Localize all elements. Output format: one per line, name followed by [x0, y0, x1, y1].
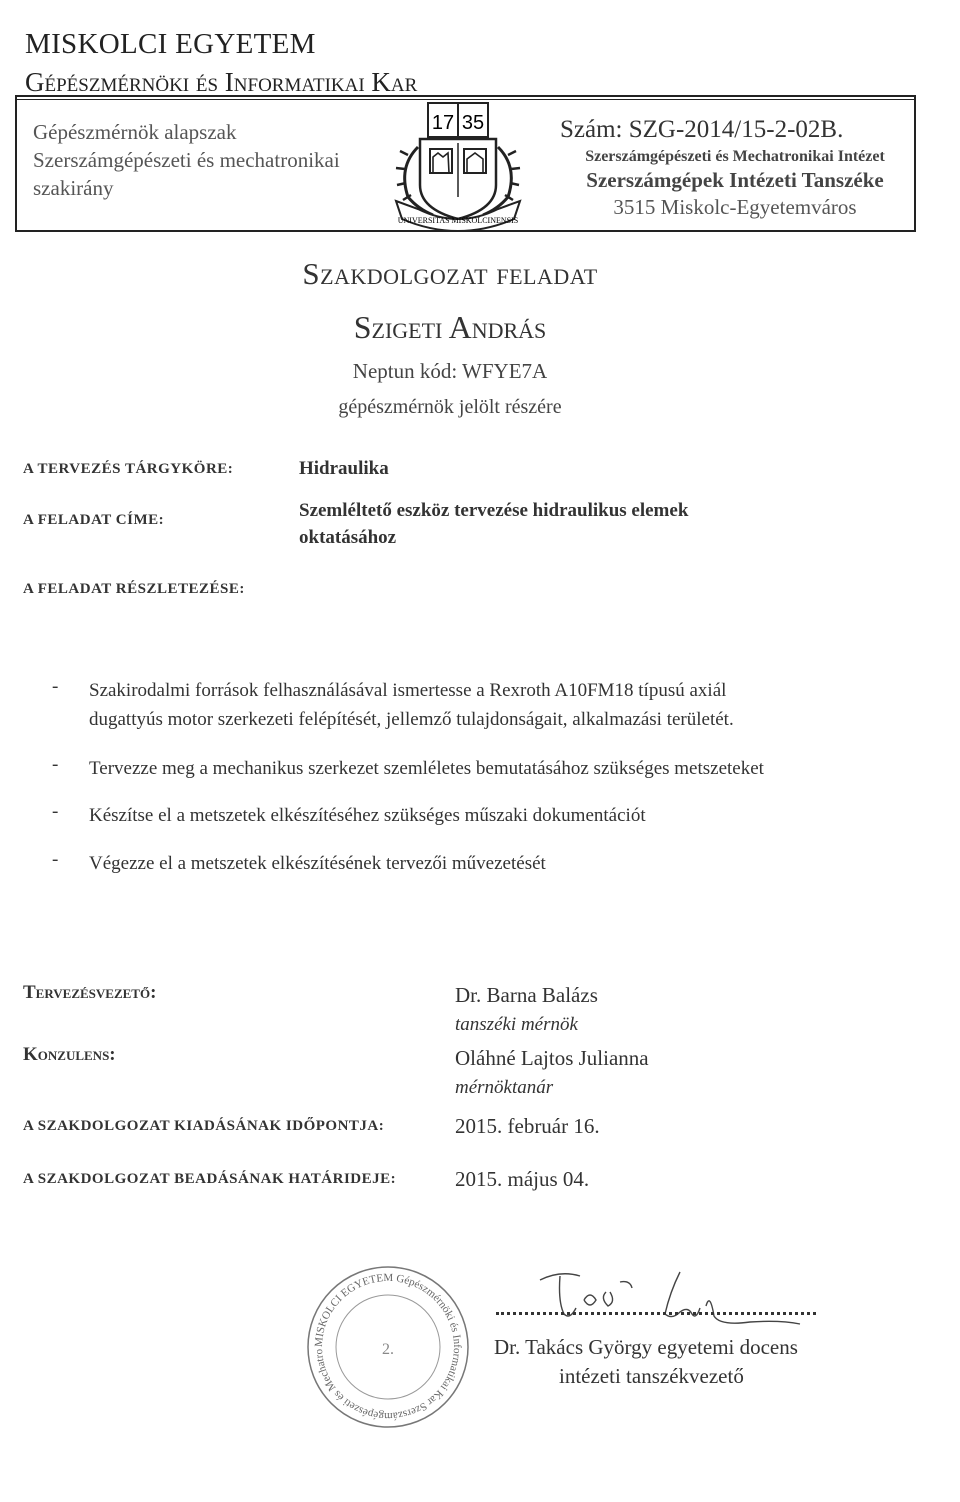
consultant-label: Konzulens: [23, 1044, 116, 1065]
university-crest-logo [378, 97, 538, 235]
official-stamp [303, 1262, 473, 1432]
task-dash: - [52, 801, 59, 822]
supervisor-title: tanszéki mérnök [455, 1014, 578, 1035]
university-name: MISKOLCI EGYETEM [25, 28, 316, 60]
stamp-ring-text: MISKOLCI EGYETEM Gépészmérnöki és Informatikai Kar Szerszámgépészeti és Mechatro [312, 1271, 464, 1423]
candidate-line: gépészmérnök jelölt részére [338, 396, 562, 418]
consultant-title: mérnöktanár [455, 1077, 554, 1098]
details-label: A FELADAT RÉSZLETEZÉSE: [23, 581, 245, 597]
signer-title: intézeti tanszékvezető [559, 1364, 744, 1388]
task-line: Készítse el a metszetek elkészítéséhez szükséges műszaki dokumentációt [89, 805, 646, 826]
stamp-center-number: 2. [382, 1341, 394, 1358]
task-title-value [299, 497, 688, 551]
task-title-line: oktatásához [299, 527, 397, 548]
crest-ribbon-text: UNIVERSITAS MISKOLCINENSIS [397, 216, 519, 225]
crest-year-left: 17 [431, 112, 455, 134]
handwritten-signature [520, 1262, 820, 1332]
issue-date-label: A SZAKDOLGOZAT KIADÁSÁNAK IDŐPONTJA: [23, 1118, 385, 1134]
signature-line [496, 1312, 816, 1315]
signer-name: Dr. Takács György egyetemi docens [494, 1335, 798, 1359]
task-line: Szakirodalmi források felhasználásával ismertesse a Rexroth A10FM18 típusú axiál [89, 680, 727, 701]
task-item [89, 754, 869, 783]
document-number: Szám: SZG-2014/15-2-02B. [560, 116, 844, 143]
deadline-label: A SZAKDOLGOZAT BEADÁSÁNAK HATÁRIDEJE: [23, 1171, 397, 1187]
program-line: Szerszámgépészeti és mechatronikai [33, 148, 340, 172]
institute-name: Szerszámgépészeti és Mechatronikai Intézet [585, 148, 885, 165]
document-heading: Szakdolgozat feladat [302, 256, 598, 291]
task-line: dugattyús motor szerkezeti felépítését, jellemző tulajdonságait, alkalmazási területét. [89, 709, 734, 730]
neptun-code: Neptun kód: WFYE7A [352, 359, 548, 383]
program-line: szakirány [33, 176, 114, 200]
department-info [560, 116, 910, 220]
program-line: Gépészmérnök alapszak [33, 120, 237, 144]
task-title-line: Szemléltető eszköz tervezése hidraulikus elemek [299, 500, 689, 521]
task-dash: - [52, 849, 59, 870]
crest-year-right: 35 [461, 112, 485, 134]
task-item [89, 801, 869, 830]
task-title-label: A FELADAT CÍME: [23, 512, 165, 528]
task-line: Tervezze meg a mechanikus szerkezet szemléletes bemutatásához szükséges metszeteket [89, 758, 764, 779]
task-item [89, 849, 869, 878]
student-name: Szigeti András [353, 309, 547, 345]
department-address: 3515 Miskolc-Egyetemváros [613, 195, 857, 219]
program-info [33, 118, 340, 202]
supervisor-name: Dr. Barna Balázs [455, 983, 598, 1007]
subject-value: Hidraulika [299, 458, 389, 479]
task-line: Végezze el a metszetek elkészítésének tervezői művezetését [89, 853, 546, 874]
issue-date-value: 2015. február 16. [455, 1114, 600, 1138]
task-dash: - [52, 676, 59, 697]
consultant-name: Oláhné Lajtos Julianna [455, 1046, 649, 1070]
deadline-value: 2015. május 04. [455, 1167, 590, 1191]
faculty-name: Gépészmérnöki és Informatikai Kar [25, 67, 418, 97]
department-name: Szerszámgépek Intézeti Tanszéke [586, 168, 884, 192]
task-item [89, 676, 869, 734]
subject-label: A TERVEZÉS TÁRGYKÖRE: [23, 461, 234, 477]
supervisor-label: Tervezésvezető: [23, 982, 157, 1003]
task-dash: - [52, 754, 59, 775]
